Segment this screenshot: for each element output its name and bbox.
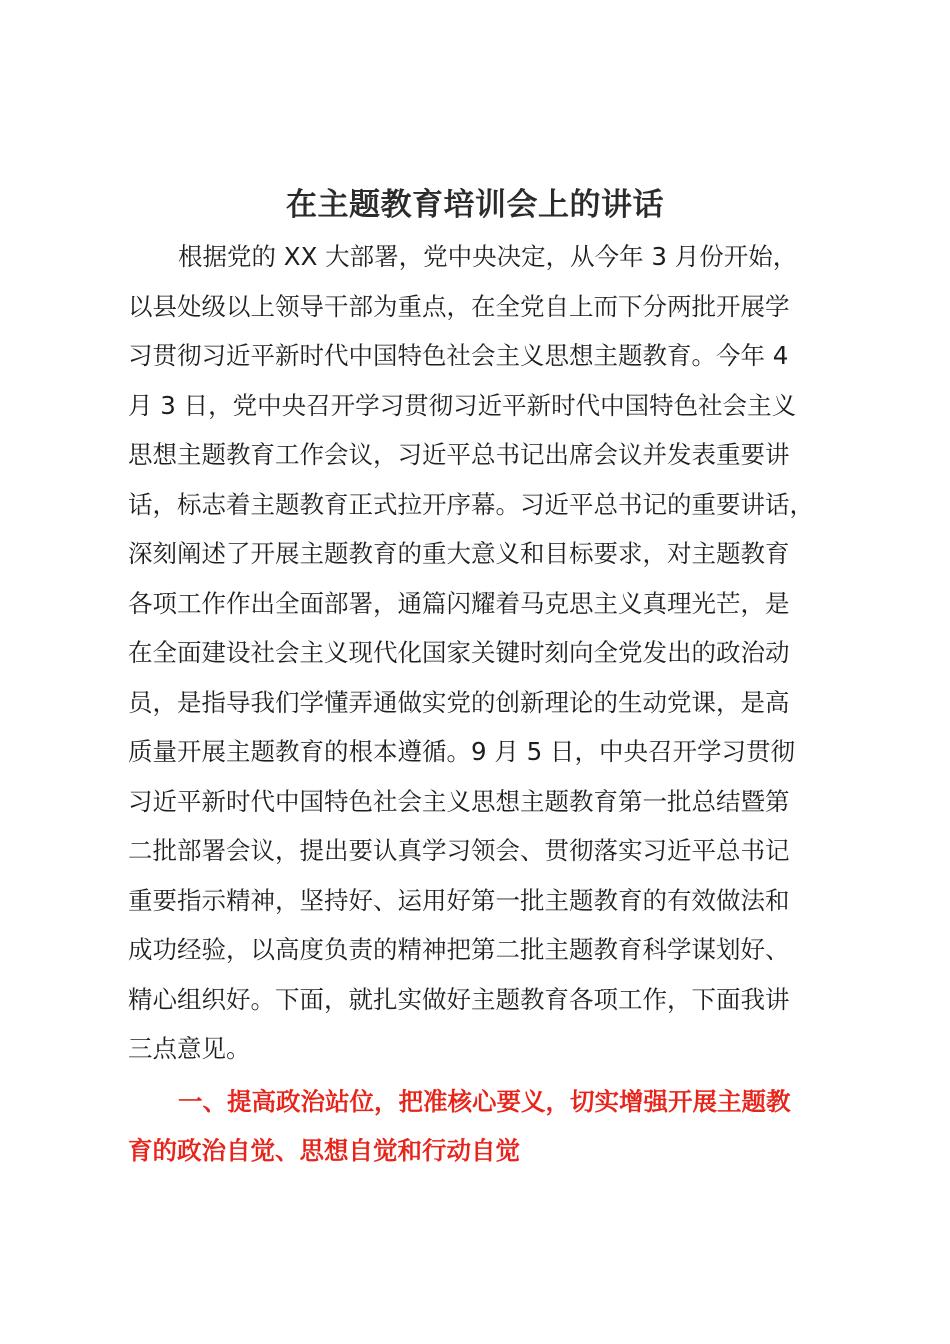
paragraph-line: 月 3 日，党中央召开学习贯彻习近平新时代中国特色社会主义	[128, 390, 797, 420]
paragraph-line: 思想主题教育工作会议，习近平总书记出席会议并发表重要讲	[128, 440, 790, 469]
paragraph-line: 精心组织好。下面，就扎实做好主题教育各项工作，下面我讲	[128, 984, 790, 1014]
paragraph-line: 员，是指导我们学懂弄通做实党的创新理论的生动党课，是高	[128, 687, 790, 717]
paragraph-line: 根据党的 XX 大部署，党中央决定，从今年 3 月份开始，	[178, 242, 798, 271]
paragraph-line: 各项工作作出全面部署，通篇闪耀着马克思主义真理光芒，是	[128, 588, 790, 618]
section-heading-line: 一、提高政治站位，把准核心要义，切实增强开展主题教	[178, 1086, 791, 1116]
paragraph-line: 深刻阐述了开展主题教育的重大意义和目标要求，对主题教育	[128, 539, 790, 568]
document-title: 在主题教育培训会上的讲话	[286, 187, 664, 223]
paragraph-line: 习近平新时代中国特色社会主义思想主题教育第一批总结暨第	[128, 786, 790, 816]
paragraph-line: 三点意见。	[128, 1034, 251, 1063]
paragraph-line: 二批部署会议，提出要认真学习领会、贯彻落实习近平总书记	[128, 836, 790, 865]
section-heading-line: 育的政治自觉、思想自觉和行动自觉	[128, 1136, 520, 1165]
paragraph-line: 习贯彻习近平新时代中国特色社会主义思想主题教育。今年 4	[128, 341, 789, 370]
paragraph-line: 成功经验，以高度负责的精神把第二批主题教育科学谋划好、	[128, 935, 790, 964]
paragraph-line: 重要指示精神，坚持好、运用好第一批主题教育的有效做法和	[128, 885, 790, 915]
paragraph-line: 话，标志着主题教育正式拉开序幕。习近平总书记的重要讲话，	[128, 489, 814, 519]
paragraph-line: 质量开展主题教育的根本遵循。9 月 5 日，中央召开学习贯彻	[128, 737, 796, 766]
paragraph-line: 以县处级以上领导干部为重点，在全党自上而下分两批开展学	[128, 291, 790, 321]
paragraph-line: 在全面建设社会主义现代化国家关键时刻向全党发出的政治动	[128, 638, 790, 667]
speech-body	[128, 232, 868, 1176]
